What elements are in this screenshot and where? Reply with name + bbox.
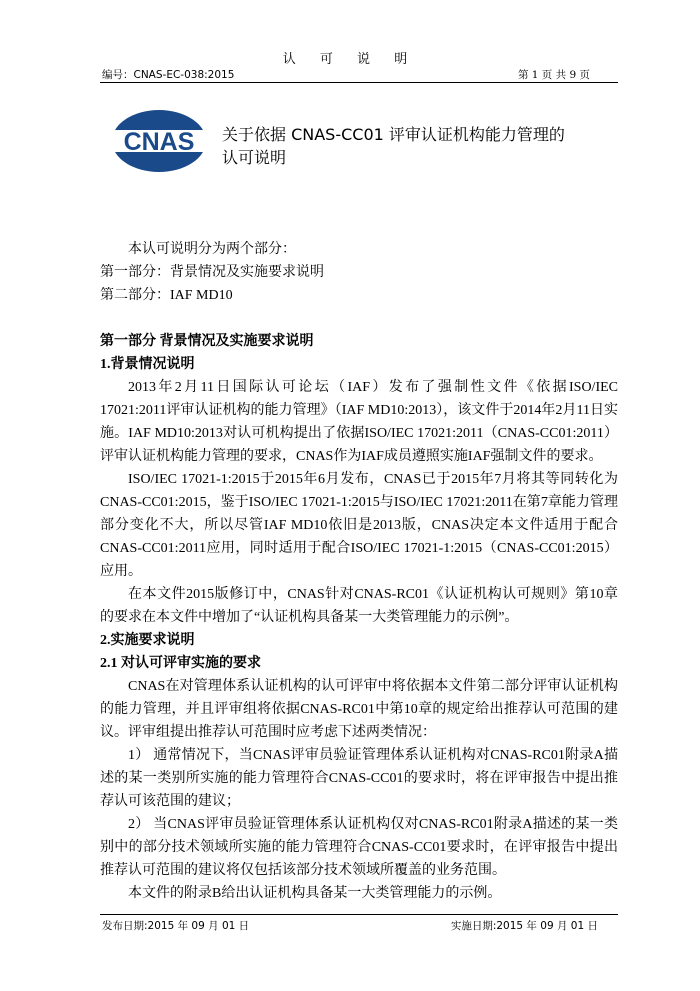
section1-2-heading: 2.实施要求说明	[100, 633, 195, 648]
intro-paragraph: 本认可说明分为两个部分：	[128, 242, 296, 257]
section1-heading: 第一部分 背景情况及实施要求说明	[100, 334, 314, 349]
header-divider	[100, 82, 618, 83]
section1-1-heading: 1.背景情况说明	[100, 357, 195, 372]
spacer	[100, 307, 618, 330]
document-title-line1: 关于依据 CNAS-CC01 评审认证机构能力管理的	[222, 125, 565, 144]
document-title	[222, 123, 622, 169]
list-item-2: 2） 当CNAS评审员验证管理体系认证机构仅对CNAS-RC01附录A描述的某一类别中的部分技术领域所实施的能力管理符合CNAS-CC01要求时，在评审报告中提出推荐认可范围的建议将仅包括该部分技术领域所覆盖的业务范围。	[100, 817, 618, 878]
paragraph-4: CNAS在对管理体系认证机构的认可评审中将依据本文件第二部分评审认证机构的能力管理，并且评审组将依据CNAS-RC01中第10章的规定给出推荐认可范围的建议。评审组提出推荐认可范围时应考虑下述两类情况：	[100, 679, 618, 740]
logo-text: CNAS	[123, 128, 195, 156]
effective-date: 实施日期:2015 年 09 月 01 日	[450, 920, 598, 932]
page-info: 第 1 页 共 9 页	[517, 69, 590, 81]
footer-divider	[100, 914, 618, 915]
paragraph-3: 在本文件2015版修订中，CNAS针对CNAS-RC01《认证机构认可规则》第10章的要求在本文件中增加了“认证机构具备某一大类管理能力的示例”。	[100, 587, 618, 625]
document-title-line2: 认可说明	[222, 148, 287, 167]
section2-1-heading: 2.1 对认可评审实施的要求	[100, 656, 261, 671]
paragraph-1: 2013年2月11日国际认可论坛（IAF）发布了强制性文件《依据ISO/IEC 17021:2011评审认证机构的能力管理》（IAF MD10:2013），该文件于2014年2月11日实施。IAF MD10:2013对认可机构提出了依据ISO/IEC 17021:2011（CNAS-CC01:2011）评审认证机构能力管理的要求，CNAS作为IAF成员遵照实施IAF强制文件的要求。	[100, 380, 618, 464]
issue-date: 发布日期:2015 年 09 月 01 日	[102, 920, 250, 932]
part2-line: 第二部分：IAF MD10	[100, 288, 233, 303]
part1-line: 第一部分：背景情况及实施要求说明	[100, 265, 324, 280]
document-body	[100, 238, 618, 905]
paragraph-5: 本文件的附录B给出认证机构具备某一大类管理能力的示例。	[128, 886, 502, 901]
document-number: 编号：CNAS-EC-038:2015	[102, 69, 235, 81]
cnas-logo	[110, 108, 208, 174]
paragraph-2: ISO/IEC 17021-1:2015于2015年6月发布，CNAS已于2015年7月将其等同转化为CNAS-CC01:2015，鉴于ISO/IEC 17021-1:2015与ISO/IEC 17021:2011在第7章能力管理部分变化不大，所以尽管IAF MD10依旧是2013版，CNAS决定本文件适用于配合CNAS-CC01:2011应用，同时适用于配合ISO/IEC 17021-1:2015（CNAS-CC01:2015）应用。	[100, 472, 618, 579]
list-item-1: 1） 通常情况下，当CNAS评审员验证管理体系认证机构对CNAS-RC01附录A描述的某一类别所实施的能力管理符合CNAS-CC01的要求时，将在评审报告中提出推荐认可该范围的建议；	[100, 748, 618, 809]
header-title: 认 可 说 明	[282, 52, 418, 67]
